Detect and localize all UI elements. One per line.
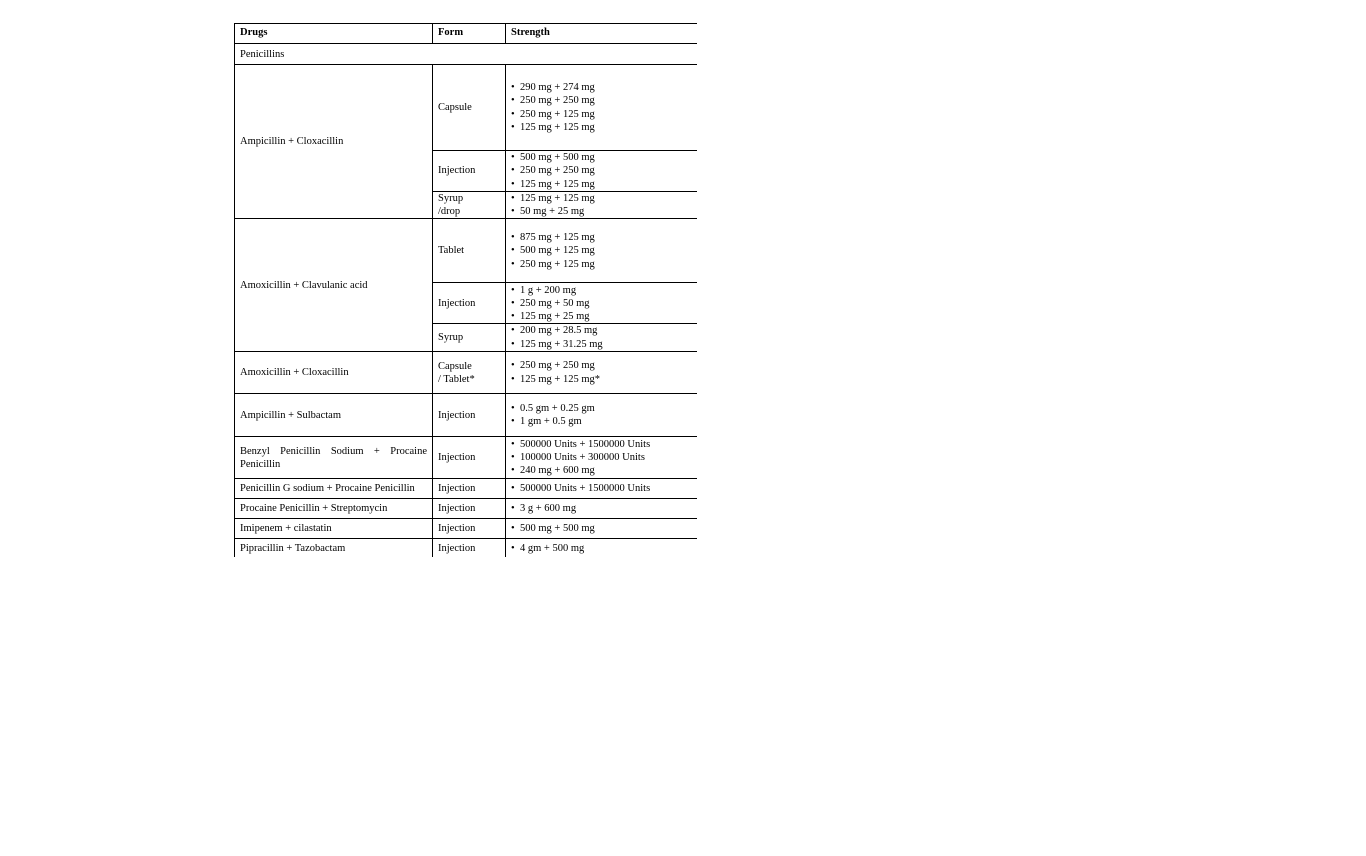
table-row	[235, 437, 698, 479]
form-cell: Injection	[433, 499, 506, 519]
strength-item: • 250 mg + 250 mg	[511, 94, 697, 107]
strength-item: • 200 mg + 28.5 mg	[511, 324, 697, 337]
form-cell: Injection	[433, 539, 506, 557]
strength-list	[511, 81, 697, 134]
form-line: /drop	[438, 206, 461, 218]
strength-cell	[506, 519, 698, 539]
strength-cell	[506, 499, 698, 519]
strength-item: • 500000 Units + 1500000 Units	[511, 482, 697, 495]
strength-item: • 100000 Units + 300000 Units	[511, 451, 697, 464]
form-line: / Tablet*	[438, 373, 475, 385]
table-row	[235, 539, 698, 557]
strength-item: • 125 mg + 125 mg	[511, 121, 697, 134]
form-line: Capsule	[438, 360, 472, 372]
drug-name: Pipracillin + Tazobactam	[235, 539, 433, 557]
strength-cell	[506, 283, 698, 324]
strength-item: • 240 mg + 600 mg	[511, 464, 697, 477]
section-title: Penicillins	[235, 44, 698, 65]
strength-item: • 125 mg + 125 mg	[511, 192, 697, 205]
form-cell	[433, 191, 506, 219]
table-row	[235, 65, 698, 151]
strength-item: • 500 mg + 500 mg	[511, 522, 697, 535]
form-cell	[433, 352, 506, 394]
form-cell: Injection	[433, 151, 506, 192]
strength-cell	[506, 191, 698, 219]
drug-name: Ampicillin + Cloxacillin	[235, 65, 433, 219]
strength-list	[511, 522, 697, 535]
strength-item: • 0.5 gm + 0.25 gm	[511, 402, 697, 415]
form-cell: Injection	[433, 394, 506, 437]
strength-cell	[506, 65, 698, 151]
table-row	[235, 519, 698, 539]
strength-list	[511, 359, 697, 386]
strength-item: • 250 mg + 250 mg	[511, 164, 697, 177]
strength-cell	[506, 437, 698, 479]
strength-cell	[506, 324, 698, 352]
strength-cell	[506, 219, 698, 283]
strength-cell	[506, 352, 698, 394]
strength-item: • 1 g + 200 mg	[511, 284, 697, 297]
section-row	[235, 44, 698, 65]
strength-list	[511, 231, 697, 271]
form-cell: Injection	[433, 437, 506, 479]
table-header-row	[235, 24, 698, 44]
strength-item: • 3 g + 600 mg	[511, 502, 697, 515]
strength-item: • 125 mg + 125 mg	[511, 178, 697, 191]
strength-list	[511, 542, 697, 555]
drug-name: Imipenem + cilastatin	[235, 519, 433, 539]
drug-name: Amoxicillin + Cloxacillin	[235, 352, 433, 394]
strength-item: • 250 mg + 125 mg	[511, 108, 697, 121]
table-row	[235, 219, 698, 283]
strength-item: • 1 gm + 0.5 gm	[511, 415, 697, 428]
strength-item: • 500 mg + 500 mg	[511, 151, 697, 164]
strength-cell	[506, 539, 698, 557]
drug-name: Amoxicillin + Clavulanic acid	[235, 219, 433, 352]
form-cell: Injection	[433, 283, 506, 324]
strength-item: • 4 gm + 500 mg	[511, 542, 697, 555]
strength-list	[511, 192, 697, 219]
table-row	[235, 352, 698, 394]
strength-item: • 125 mg + 125 mg*	[511, 373, 697, 386]
strength-item: • 290 mg + 274 mg	[511, 81, 697, 94]
strength-list	[511, 482, 697, 495]
strength-item: • 125 mg + 31.25 mg	[511, 338, 697, 351]
form-cell: Capsule	[433, 65, 506, 151]
strength-item: • 250 mg + 250 mg	[511, 359, 697, 372]
table-row	[235, 499, 698, 519]
strength-item: • 125 mg + 25 mg	[511, 310, 697, 323]
header-form: Form	[433, 24, 506, 44]
header-strength: Strength	[506, 24, 698, 44]
strength-item: • 500 mg + 125 mg	[511, 244, 697, 257]
form-cell: Syrup	[433, 324, 506, 352]
header-drugs: Drugs	[235, 24, 433, 44]
document-page	[234, 23, 697, 557]
drug-name: Penicillin G sodium + Procaine Penicillin	[235, 479, 433, 499]
strength-cell	[506, 151, 698, 192]
strength-item: • 50 mg + 25 mg	[511, 205, 697, 218]
strength-list	[511, 502, 697, 515]
drug-strength-table	[234, 23, 697, 557]
strength-list	[511, 284, 697, 324]
strength-item: • 500000 Units + 1500000 Units	[511, 438, 697, 451]
strength-list	[511, 438, 697, 478]
strength-list	[511, 324, 697, 351]
strength-cell	[506, 394, 698, 437]
strength-list	[511, 402, 697, 429]
drug-name: Procaine Penicillin + Streptomycin	[235, 499, 433, 519]
drug-name: Benzyl Penicillin Sodium + Procaine Penicillin	[235, 437, 433, 479]
form-cell: Injection	[433, 479, 506, 499]
strength-item: • 250 mg + 50 mg	[511, 297, 697, 310]
strength-item: • 250 mg + 125 mg	[511, 258, 697, 271]
strength-list	[511, 151, 697, 191]
form-line: Syrup	[438, 193, 464, 205]
table-row	[235, 479, 698, 499]
table-row	[235, 394, 698, 437]
form-cell: Injection	[433, 519, 506, 539]
strength-cell	[506, 479, 698, 499]
drug-name: Ampicillin + Sulbactam	[235, 394, 433, 437]
strength-item: • 875 mg + 125 mg	[511, 231, 697, 244]
form-cell: Tablet	[433, 219, 506, 283]
